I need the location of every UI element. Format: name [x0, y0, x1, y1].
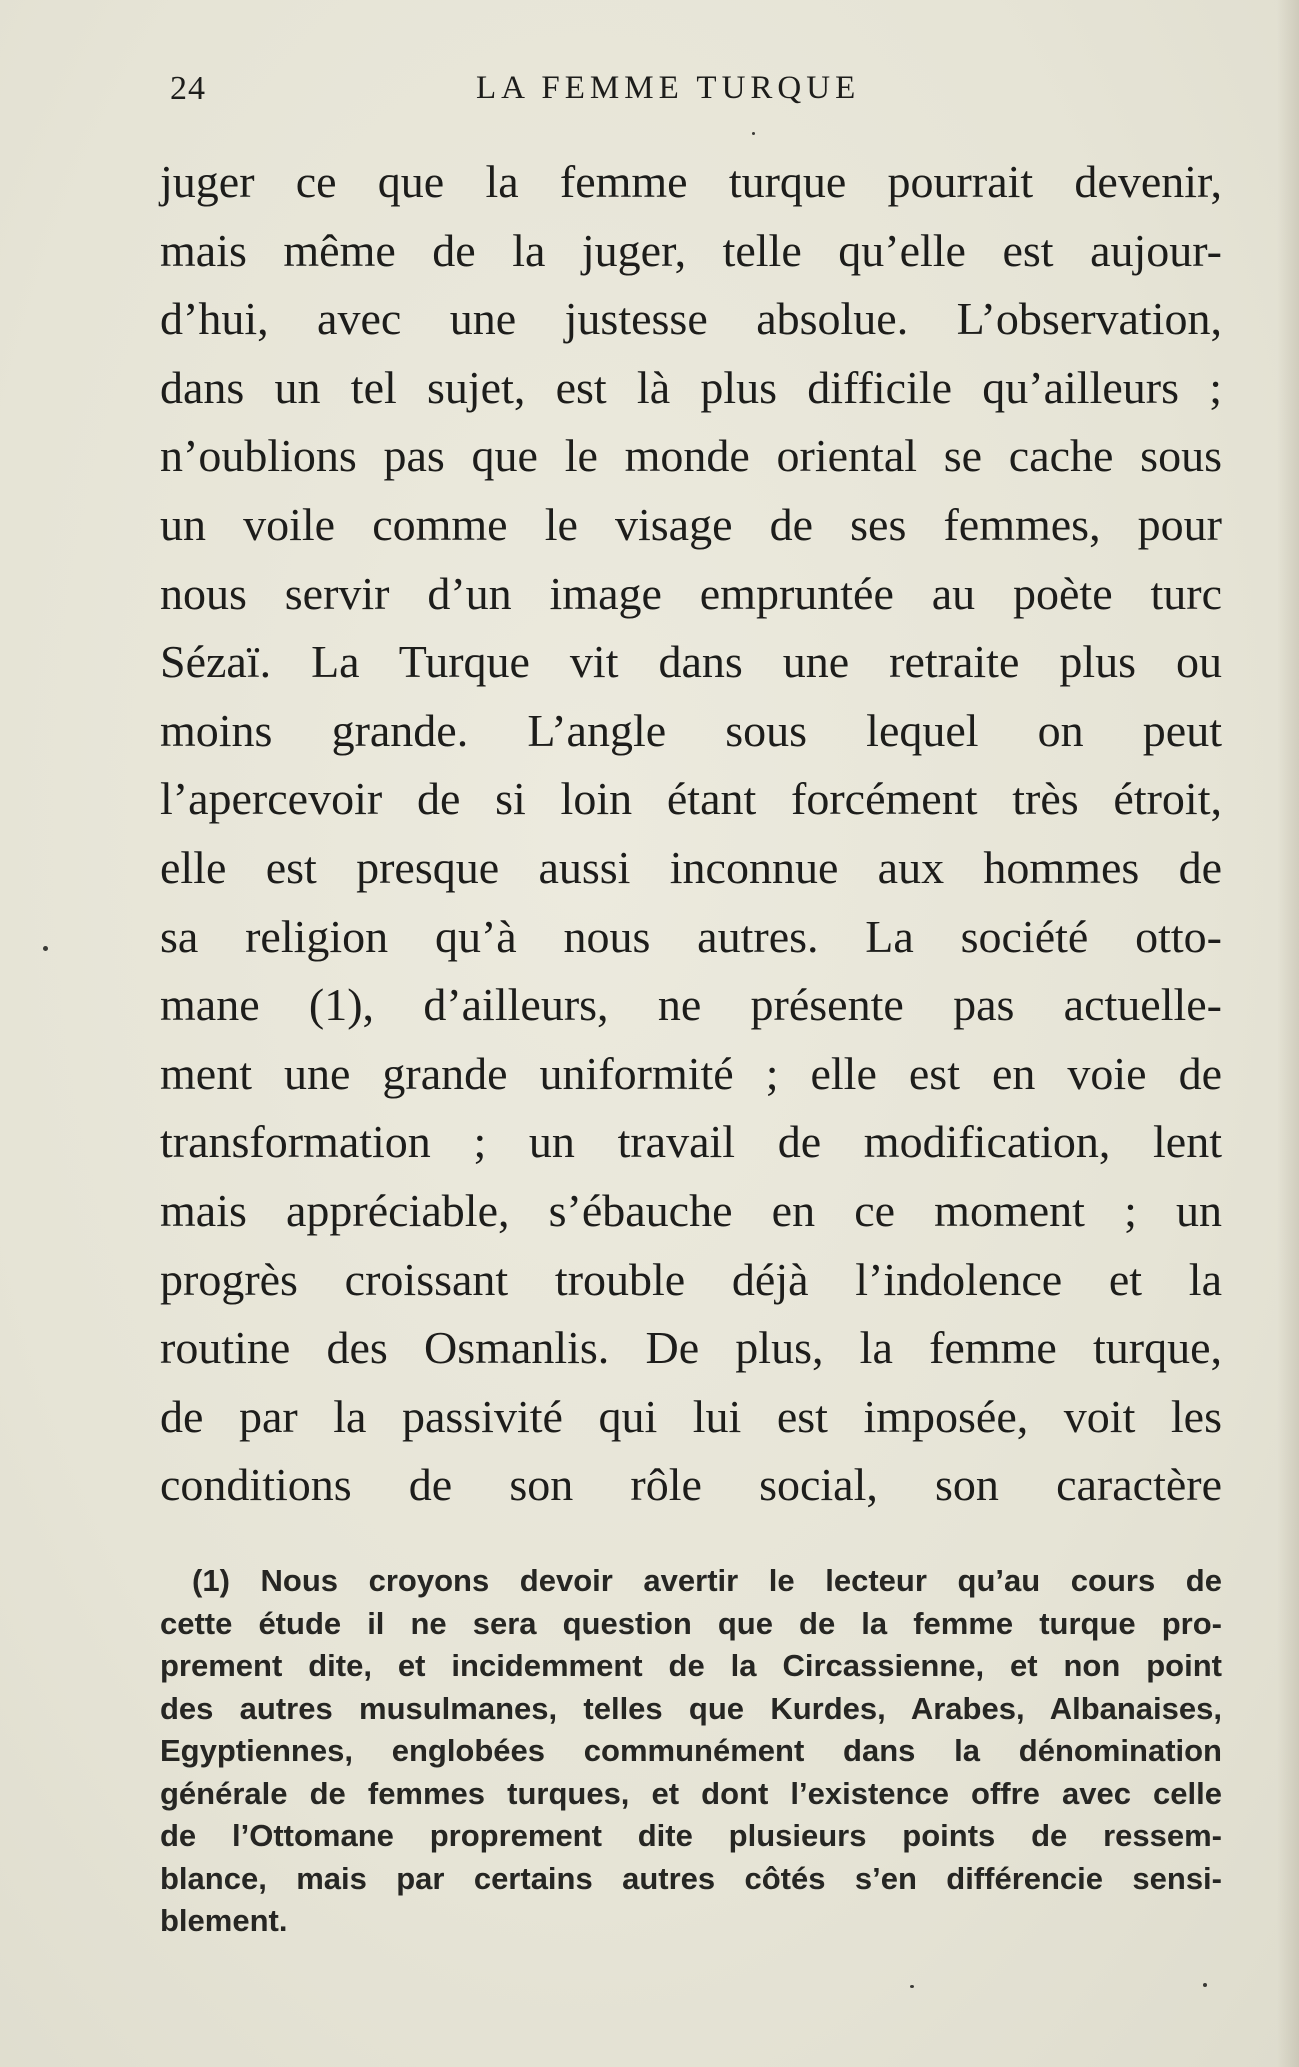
text-line: elle est presque aussi inconnue aux hommes de — [160, 841, 1222, 893]
text-line: Sézaï. La Turque vit dans une retraite plus ou — [160, 636, 1222, 688]
footnote-line: (1) Nous croyons devoir avertir le lecteur qu’au cours de — [192, 1563, 1222, 1598]
running-title: LA FEMME TURQUE — [476, 70, 861, 106]
running-header — [160, 70, 1222, 120]
footnote-line: prement dite, et incidemment de la Circassienne, et non point — [160, 1648, 1222, 1683]
text-line: nous servir d’un image empruntée au poète turc — [160, 567, 1222, 619]
text-line: sa religion qu’à nous autres. La société otto- — [160, 910, 1222, 962]
footnote-line: Egyptiennes, englobées communément dans la dénomination — [160, 1733, 1222, 1768]
body-text — [160, 148, 1222, 1520]
footnote-line: de l’Ottomane proprement dite plusieurs points de ressem- — [160, 1818, 1222, 1853]
footnote-line: cette étude il ne sera question que de la femme turque pro- — [160, 1605, 1222, 1641]
text-line: juger ce que la femme turque pourrait devenir, — [160, 156, 1222, 207]
text-line: conditions de son rôle social, son caractère — [160, 1459, 1222, 1511]
footnote-line: blance, mais par certains autres côtés s’en différencie sensi- — [160, 1860, 1222, 1896]
paper-speck — [910, 1985, 914, 1988]
text-line: mais même de la juger, telle qu’elle est aujour- — [160, 224, 1222, 276]
text-line: d’hui, avec une justesse absolue. L’observation, — [160, 293, 1222, 345]
text-line: dans un tel sujet, est là plus difficile qu’ailleurs ; — [160, 361, 1222, 413]
text-line: transformation ; un travail de modification, lent — [160, 1116, 1222, 1168]
text-line: moins grande. L’angle sous lequel on peut — [160, 704, 1222, 756]
text-line: routine des Osmanlis. De plus, la femme turque, — [160, 1322, 1222, 1374]
text-line: ment une grande uniformité ; elle est en voie de — [160, 1047, 1222, 1099]
paper-speck — [43, 946, 48, 951]
paper-speck — [1203, 1983, 1207, 1987]
page-number: 24 — [170, 70, 206, 107]
page-edge-shadow — [1277, 0, 1299, 2067]
footnote-line: blement. — [160, 1903, 288, 1938]
text-line: mais appréciable, s’ébauche en ce moment ; un — [160, 1184, 1222, 1236]
text-line: n’oublions pas que le monde oriental se cache sous — [160, 430, 1222, 482]
footnote-line: des autres musulmanes, telles que Kurdes, Arabes, Albanaises, — [160, 1690, 1222, 1726]
text-line: de par la passivité qui lui est imposée, voit les — [160, 1390, 1222, 1442]
footnote — [160, 1560, 1222, 1943]
text-line: progrès croissant trouble déjà l’indolence et la — [160, 1253, 1222, 1305]
text-line: l’apercevoir de si loin étant forcément très étroit, — [160, 773, 1222, 825]
footnote-line: générale de femmes turques, et dont l’existence offre avec celle — [160, 1775, 1222, 1811]
paper-speck — [752, 132, 755, 135]
text-line: mane (1), d’ailleurs, ne présente pas actuelle- — [160, 979, 1222, 1031]
text-line: un voile comme le visage de ses femmes, pour — [160, 498, 1222, 550]
